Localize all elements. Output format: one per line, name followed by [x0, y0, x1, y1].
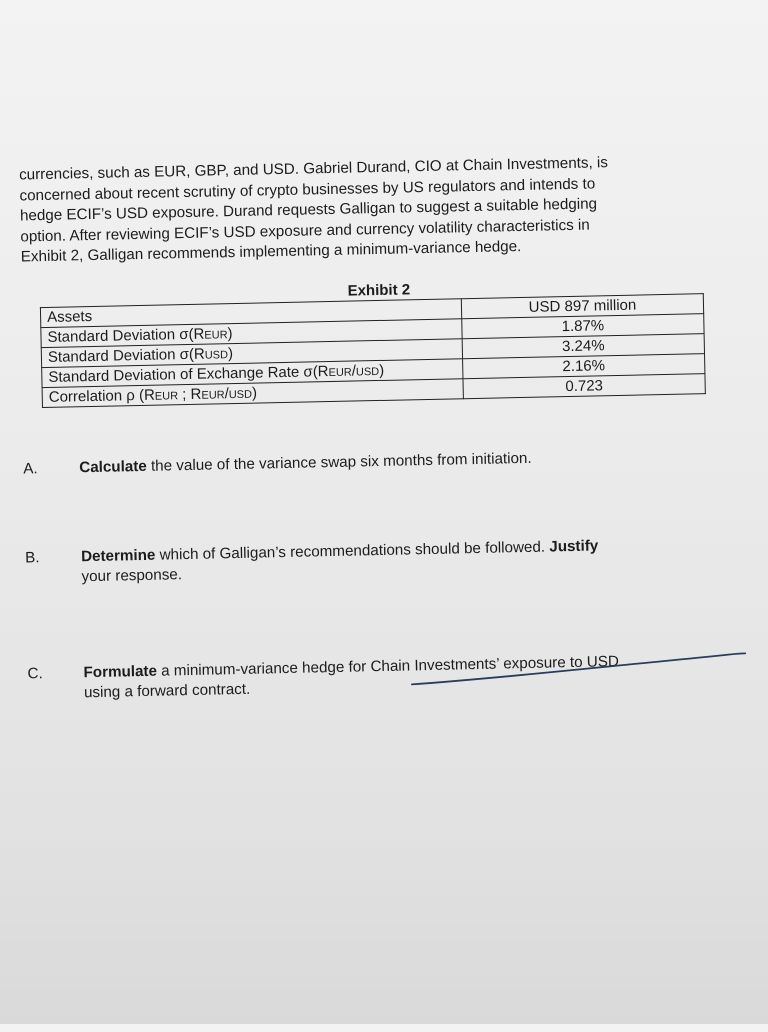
question-text [81, 534, 722, 587]
label-prefix: Standard Deviation σ(R [47, 345, 205, 366]
question-verb: Formulate [83, 662, 158, 682]
label-subscript: eur/usd [328, 361, 380, 381]
question-letter: B. [24, 549, 40, 567]
question-letter: C. [27, 665, 43, 683]
question-verb-2: Justify [549, 537, 599, 556]
label-suffix: ) [378, 361, 385, 379]
intro-paragraph [19, 151, 711, 268]
paragraph-line: currencies, such as EUR, GBP, and USD. Gabriel Durand, CIO at Chain Investments, is [18, 154, 609, 184]
label-subscript: eur [154, 386, 179, 404]
label-subscript: eur/usd [201, 384, 253, 403]
question-verb: Calculate [79, 457, 147, 477]
question-body: which of Galligan’s recommendations should be followed. [155, 538, 550, 564]
row-value: USD 897 million [461, 294, 703, 319]
paragraph-line: option. After reviewing ECIF’s USD exposure and currency volatility characteristics in [20, 216, 590, 245]
question-letter: A. [23, 460, 38, 478]
exhibit-table [40, 293, 706, 408]
row-value: 3.24% [462, 334, 704, 359]
label-suffix: ) [227, 345, 234, 363]
question-body-2: your response. [81, 566, 183, 586]
question-body: a minimum-variance hedge for Chain Investments’ exposure to USD [156, 653, 620, 680]
label-prefix: Standard Deviation σ(R [47, 325, 205, 346]
pen-underline-mark [403, 647, 754, 694]
question-body-2: using a forward contract. [83, 680, 251, 702]
label-suffix: ) [251, 384, 258, 402]
label-suffix: ) [227, 325, 233, 343]
question-body: the value of the variance swap six months from initiation. [146, 449, 532, 475]
row-value: 2.16% [463, 354, 705, 379]
label-subscript: eur [204, 325, 228, 343]
row-value: 0.723 [463, 374, 705, 399]
question-text [79, 445, 719, 478]
label-prefix: Correlation ρ (R [48, 386, 155, 406]
paragraph-line: concerned about recent scrutiny of crypto businesses by US regulators and intends to [19, 174, 596, 204]
paragraph-line: Exhibit 2, Galligan recommends implementing a minimum-variance hedge. [20, 237, 522, 266]
label-prefix: Standard Deviation of Exchange Rate σ(R [48, 363, 329, 386]
row-label: Assets [40, 299, 461, 328]
label-mid: ; R [177, 385, 202, 404]
exhibit-title: Exhibit 2 [347, 281, 411, 300]
row-value: 1.87% [462, 314, 704, 339]
label-subscript: usd [204, 345, 229, 363]
paragraph-line: hedge ECIF’s USD exposure. Durand requests Galligan to suggest a suitable hedging [19, 195, 598, 225]
question-verb: Determine [80, 546, 156, 566]
